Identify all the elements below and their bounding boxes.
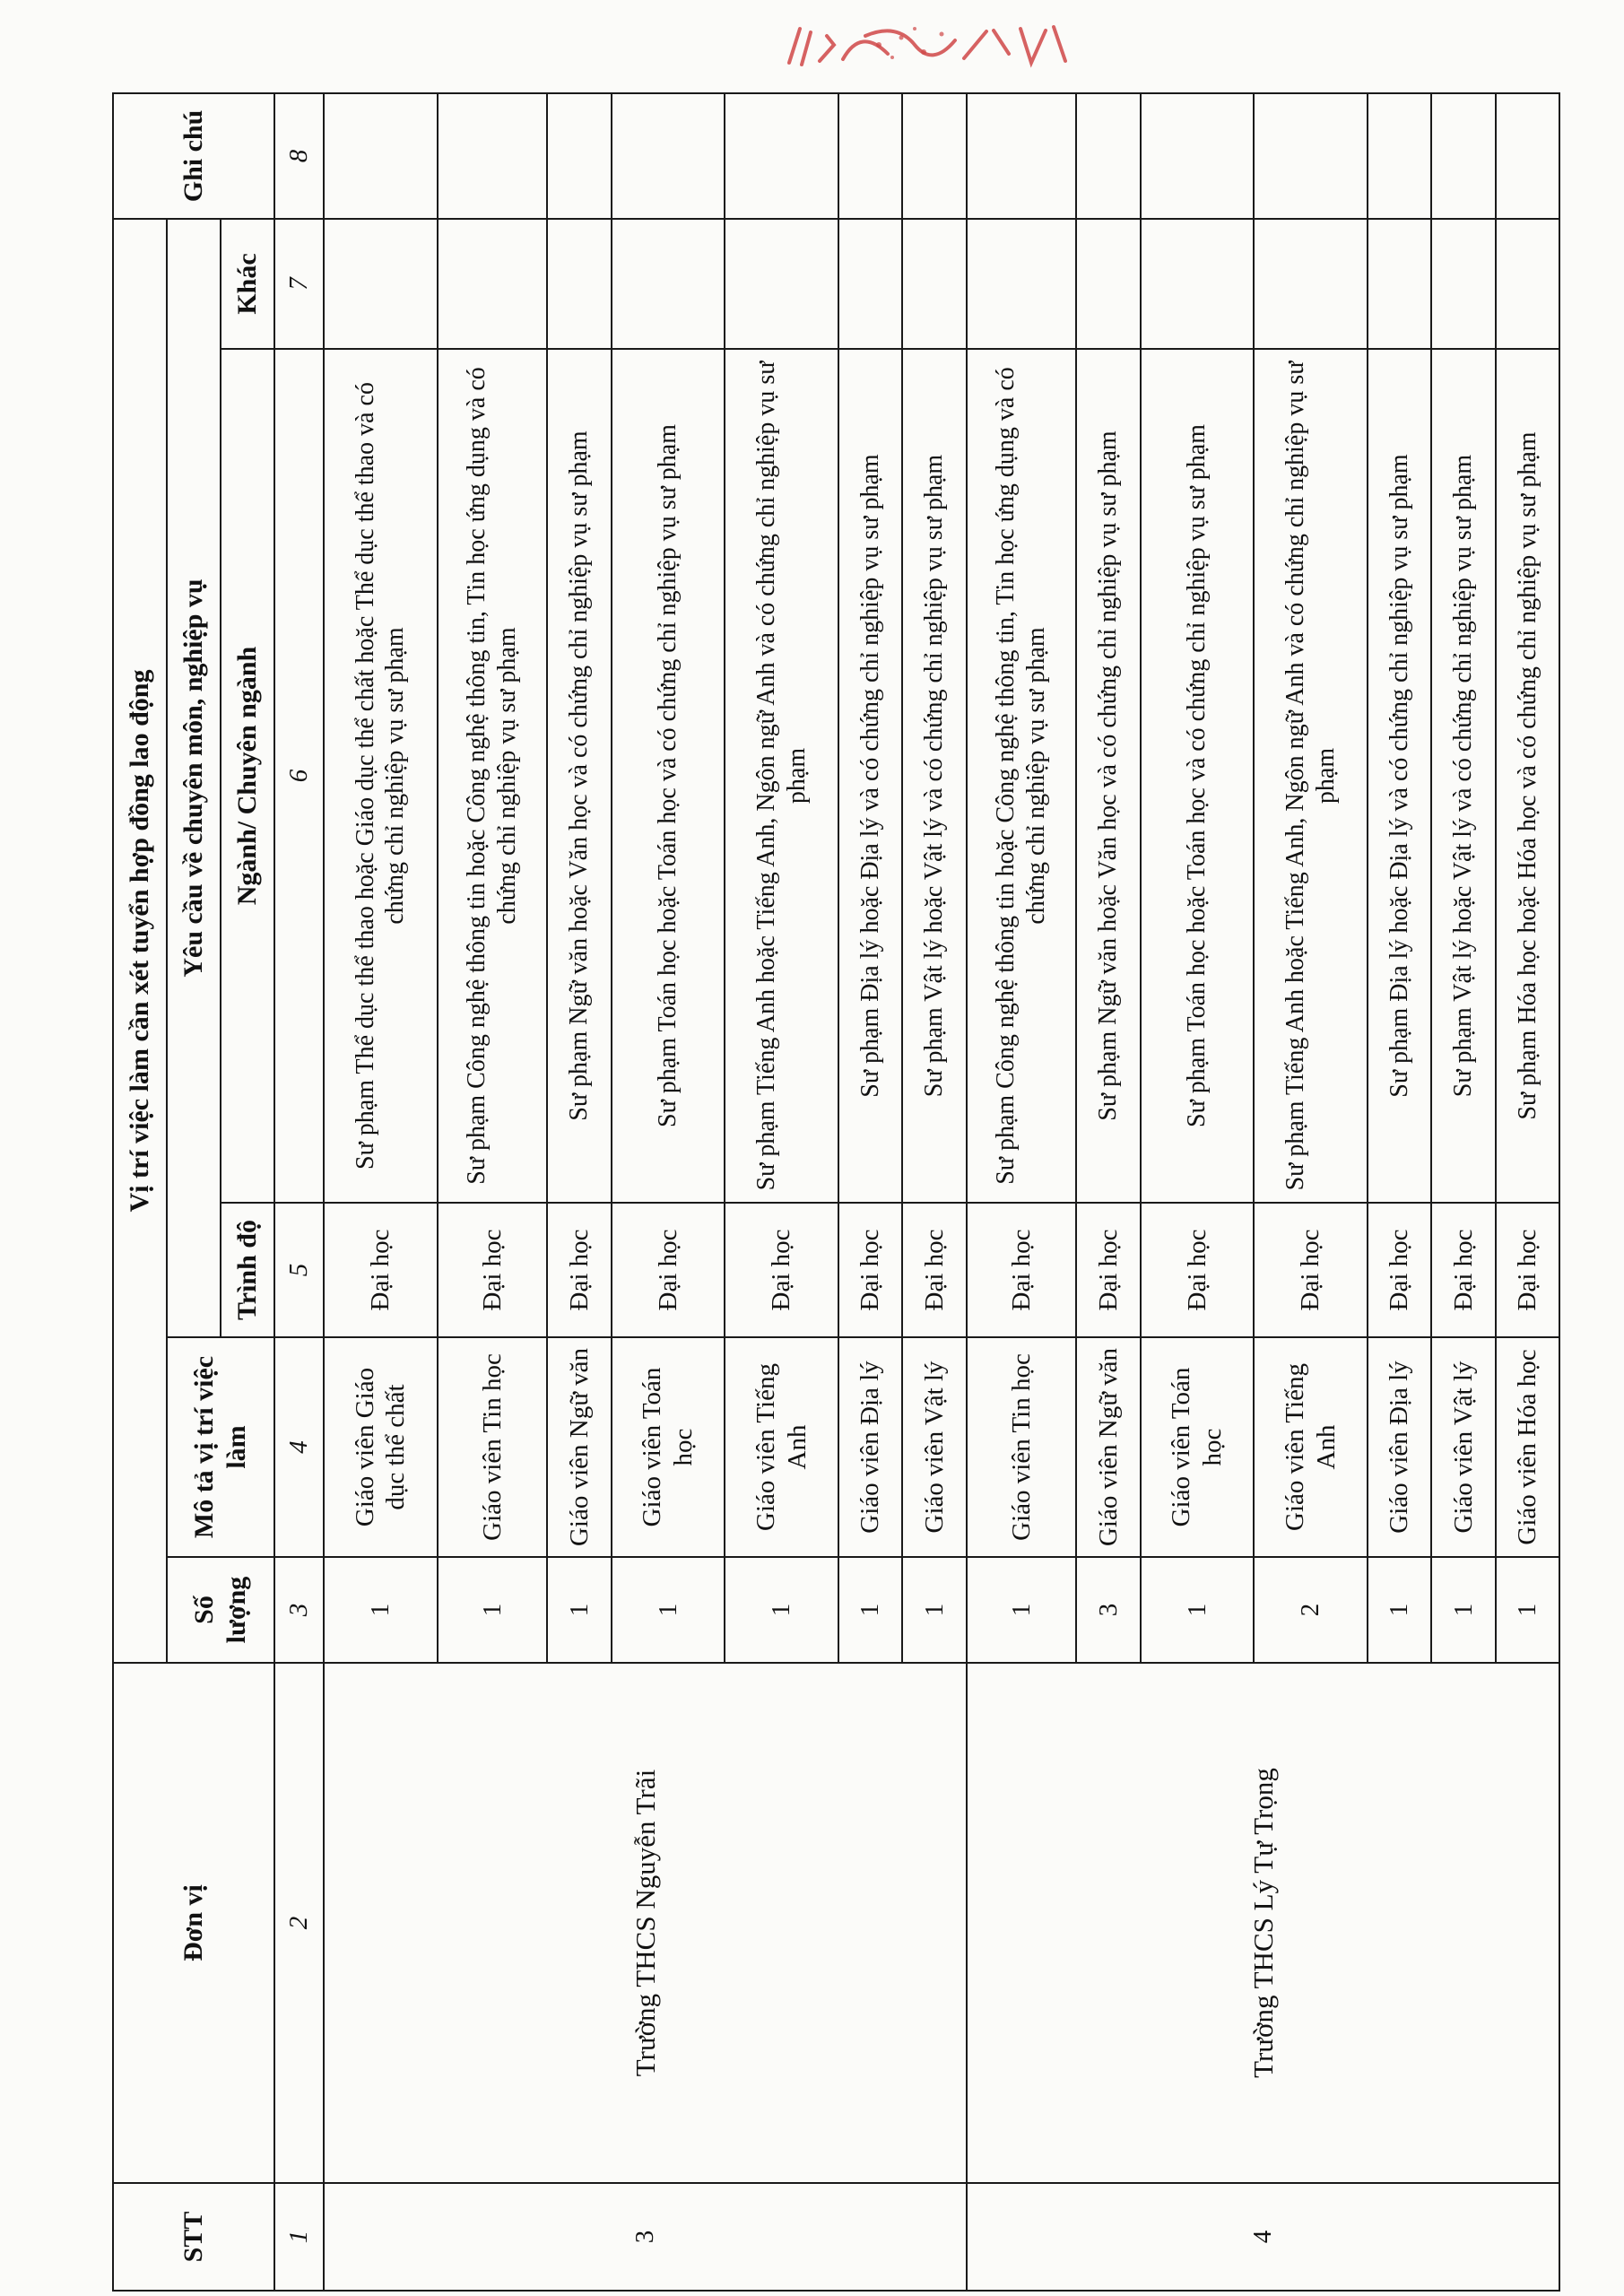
header-row-1 [113, 93, 167, 2291]
stt-cell: 3 [324, 2183, 967, 2291]
note-cell [612, 93, 725, 219]
other-cell [1141, 219, 1255, 349]
other-cell [725, 219, 838, 349]
note-cell [1431, 93, 1495, 219]
position-cell: Giáo viên Ngữ văn [547, 1337, 611, 1557]
note-cell [547, 93, 611, 219]
position-cell: Giáo viên Toán học [612, 1337, 725, 1557]
unit-cell: Trường THCS Lý Tự Trọng [967, 1663, 1559, 2183]
other-cell [838, 219, 902, 349]
other-cell [1254, 219, 1368, 349]
major-cell: Sư phạm Thể dục thể thao hoặc Giáo dục thể chất hoặc Thể dục thể thao và có chứng chỉ nghiệp vụ sư phạm [324, 349, 438, 1203]
quantity-cell: 1 [838, 1557, 902, 1663]
level-cell: Đại học [1141, 1203, 1255, 1337]
note-cell [1141, 93, 1255, 219]
header-stt: STT [113, 2183, 274, 2291]
level-cell: Đại học [1076, 1203, 1140, 1337]
quantity-cell: 1 [902, 1557, 966, 1663]
note-cell [1254, 93, 1368, 219]
level-cell: Đại học [1431, 1203, 1495, 1337]
quantity-cell: 1 [725, 1557, 838, 1663]
stt-cell: 4 [967, 2183, 1559, 2291]
quantity-cell: 1 [324, 1557, 438, 1663]
column-number: 2 [274, 1663, 324, 2183]
other-cell [1076, 219, 1140, 349]
column-number: 8 [274, 93, 324, 219]
level-cell: Đại học [725, 1203, 838, 1337]
rotated-page [112, 94, 1560, 2292]
table-row [324, 93, 438, 2291]
major-cell: Sư phạm Toán học hoặc Toán học và có chứng chỉ nghiệp vụ sư phạm [612, 349, 725, 1203]
position-cell: Giáo viên Giáo dục thể chất [324, 1337, 438, 1557]
major-cell: Sư phạm Hóa học hoặc Hóa học và có chứng chỉ nghiệp vụ sư phạm [1496, 349, 1559, 1203]
column-number: 4 [274, 1337, 324, 1557]
note-cell [1076, 93, 1140, 219]
position-cell: Giáo viên Tiếng Anh [1254, 1337, 1368, 1557]
major-cell: Sư phạm Vật lý hoặc Vật lý và có chứng chỉ nghiệp vụ sư phạm [1431, 349, 1495, 1203]
header-quantity: Số lượng [167, 1557, 274, 1663]
other-cell [547, 219, 611, 349]
column-number: 6 [274, 349, 324, 1203]
column-number-row [274, 93, 324, 2291]
position-cell: Giáo viên Toán học [1141, 1337, 1255, 1557]
other-cell [612, 219, 725, 349]
other-cell [1368, 219, 1431, 349]
level-cell: Đại học [547, 1203, 611, 1337]
header-other: Khác [221, 219, 274, 349]
level-cell: Đại học [1368, 1203, 1431, 1337]
quantity-cell: 1 [1431, 1557, 1495, 1663]
position-cell: Giáo viên Ngữ văn [1076, 1337, 1140, 1557]
note-cell [1368, 93, 1431, 219]
other-cell [902, 219, 966, 349]
column-number: 7 [274, 219, 324, 349]
quantity-cell: 1 [438, 1557, 548, 1663]
table-row [967, 93, 1077, 2291]
major-cell: Sư phạm Tiếng Anh hoặc Tiếng Anh, Ngôn ngữ Anh và có chứng chỉ nghiệp vụ sư phạm [1254, 349, 1368, 1203]
major-cell: Sư phạm Công nghệ thông tin hoặc Công nghệ thông tin, Tin học ứng dụng và có chứng chỉ nghiệp vụ sư phạm [438, 349, 548, 1203]
quantity-cell: 1 [612, 1557, 725, 1663]
level-cell: Đại học [438, 1203, 548, 1337]
note-cell [324, 93, 438, 219]
major-cell: Sư phạm Ngữ văn hoặc Văn học và có chứng chỉ nghiệp vụ sư phạm [1076, 349, 1140, 1203]
position-cell: Giáo viên Tin học [967, 1337, 1077, 1557]
quantity-cell: 1 [547, 1557, 611, 1663]
header-note: Ghi chú [113, 93, 274, 219]
major-cell: Sư phạm Công nghệ thông tin hoặc Công nghệ thông tin, Tin học ứng dụng và có chứng chỉ nghiệp vụ sư phạm [967, 349, 1077, 1203]
header-description: Mô tả vị trí việc làm [167, 1337, 274, 1557]
note-cell [1496, 93, 1559, 219]
quantity-cell: 1 [967, 1557, 1077, 1663]
position-cell: Giáo viên Tin học [438, 1337, 548, 1557]
header-requirements: Yêu cầu về chuyên môn, nghiệp vụ [167, 219, 221, 1337]
column-number: 1 [274, 2183, 324, 2291]
level-cell: Đại học [1254, 1203, 1368, 1337]
quantity-cell: 1 [1141, 1557, 1255, 1663]
major-cell: Sư phạm Tiếng Anh hoặc Tiếng Anh, Ngôn ngữ Anh và có chứng chỉ nghiệp vụ sư phạm [725, 349, 838, 1203]
quantity-cell: 1 [1496, 1557, 1559, 1663]
other-cell [1496, 219, 1559, 349]
header-unit: Đơn vị [113, 1663, 274, 2183]
header-group: Vị trí việc làm cần xét tuyển hợp đồng lao động [113, 219, 167, 1663]
position-cell: Giáo viên Vật lý [1431, 1337, 1495, 1557]
major-cell: Sư phạm Địa lý hoặc Địa lý và có chứng chỉ nghiệp vụ sư phạm [838, 349, 902, 1203]
note-cell [967, 93, 1077, 219]
recruitment-table [112, 92, 1560, 2292]
position-cell: Giáo viên Địa lý [838, 1337, 902, 1557]
other-cell [438, 219, 548, 349]
major-cell: Sư phạm Địa lý hoặc Địa lý và có chứng chỉ nghiệp vụ sư phạm [1368, 349, 1431, 1203]
position-cell: Giáo viên Tiếng Anh [725, 1337, 838, 1557]
level-cell: Đại học [324, 1203, 438, 1337]
level-cell: Đại học [902, 1203, 966, 1337]
level-cell: Đại học [1496, 1203, 1559, 1337]
red-stamp-fragment [780, 18, 1076, 72]
position-cell: Giáo viên Vật lý [902, 1337, 966, 1557]
position-cell: Giáo viên Hóa học [1496, 1337, 1559, 1557]
level-cell: Đại học [838, 1203, 902, 1337]
quantity-cell: 1 [1368, 1557, 1431, 1663]
note-cell [902, 93, 966, 219]
quantity-cell: 3 [1076, 1557, 1140, 1663]
level-cell: Đại học [612, 1203, 725, 1337]
note-cell [725, 93, 838, 219]
major-cell: Sư phạm Toán học hoặc Toán học và có chứng chỉ nghiệp vụ sư phạm [1141, 349, 1255, 1203]
other-cell [967, 219, 1077, 349]
major-cell: Sư phạm Vật lý hoặc Vật lý và có chứng chỉ nghiệp vụ sư phạm [902, 349, 966, 1203]
note-cell [438, 93, 548, 219]
column-number: 5 [274, 1203, 324, 1337]
unit-cell: Trường THCS Nguyễn Trãi [324, 1663, 967, 2183]
header-level: Trình độ [221, 1203, 274, 1337]
other-cell [324, 219, 438, 349]
position-cell: Giáo viên Địa lý [1368, 1337, 1431, 1557]
other-cell [1431, 219, 1495, 349]
column-number: 3 [274, 1557, 324, 1663]
header-major: Ngành/ Chuyên ngành [221, 349, 274, 1203]
note-cell [838, 93, 902, 219]
quantity-cell: 2 [1254, 1557, 1368, 1663]
major-cell: Sư phạm Ngữ văn hoặc Văn học và có chứng chỉ nghiệp vụ sư phạm [547, 349, 611, 1203]
level-cell: Đại học [967, 1203, 1077, 1337]
